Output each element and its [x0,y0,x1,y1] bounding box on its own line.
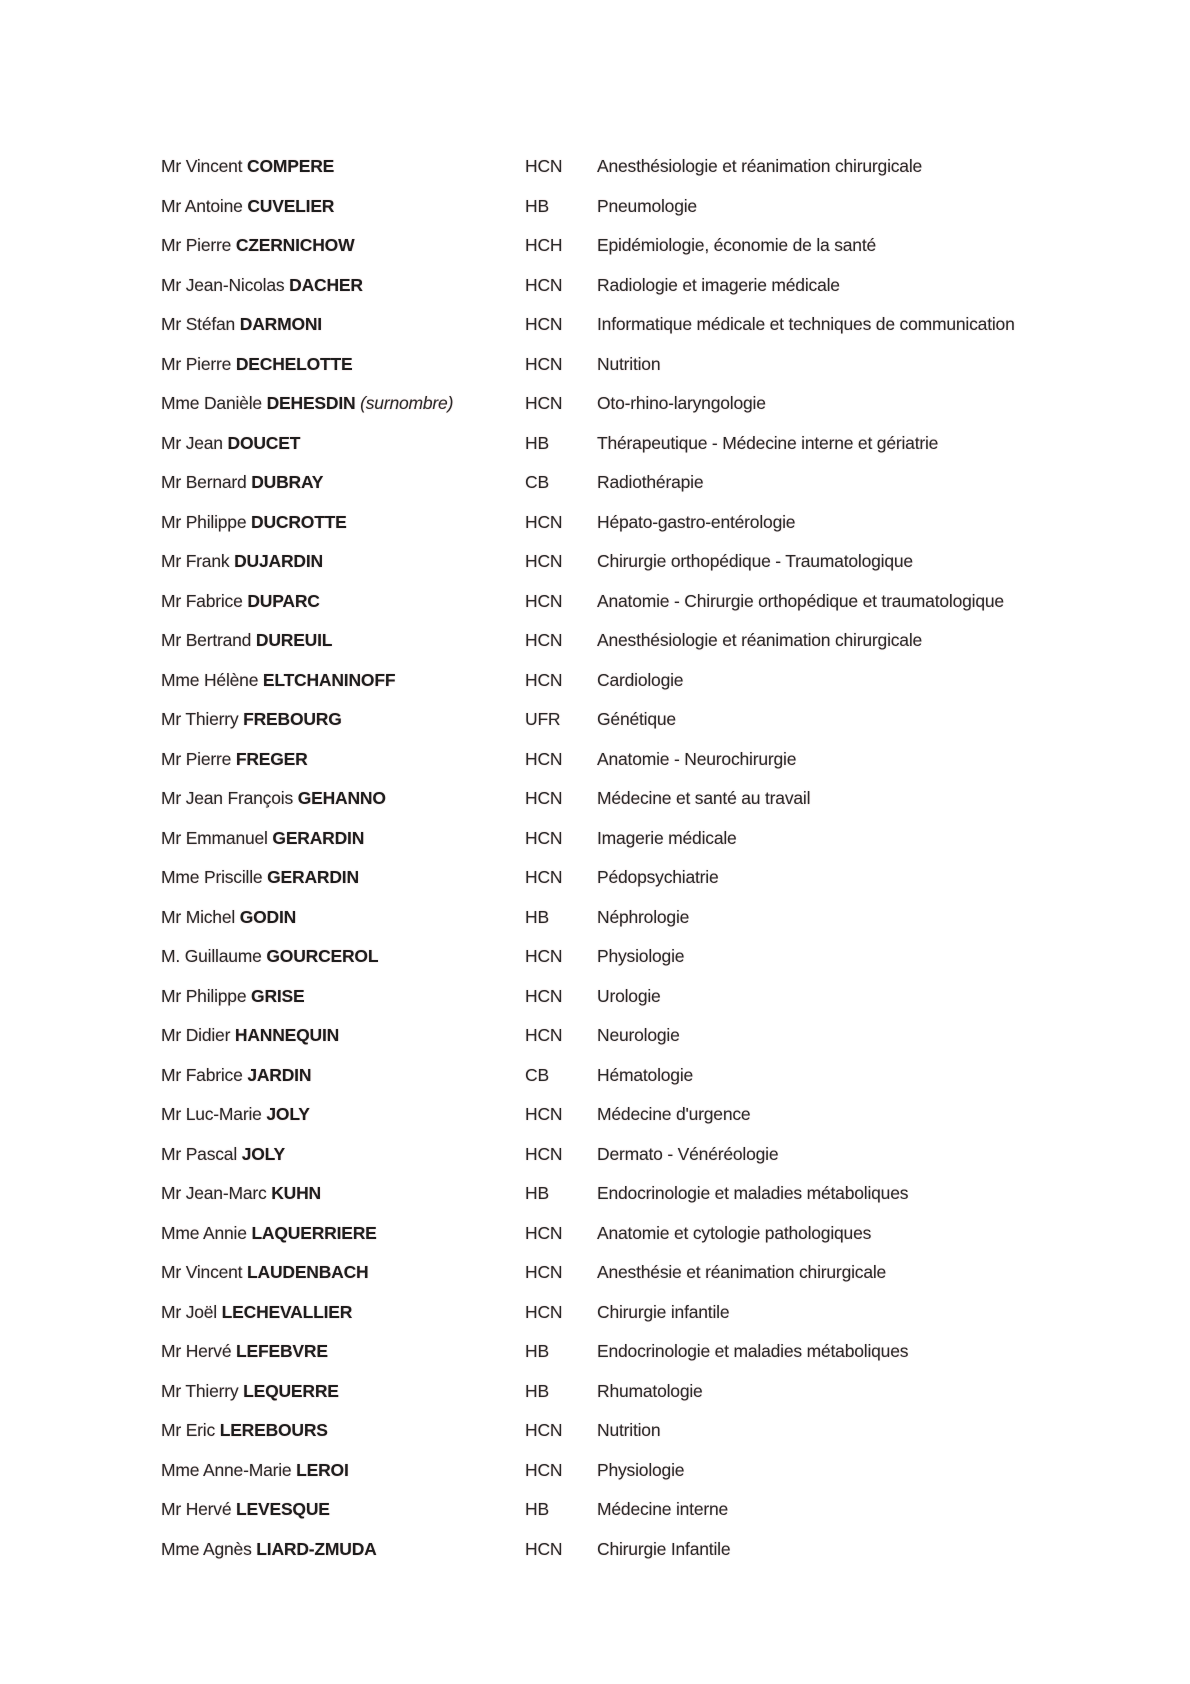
staff-last-name: GERARDIN [267,867,359,887]
staff-specialty: Hématologie [597,1064,694,1085]
staff-last-name: LAQUERRIERE [251,1222,377,1243]
staff-title: Mr [161,1301,182,1322]
staff-row [161,1182,1061,1222]
staff-last-name: LAUDENBACH [247,1262,369,1282]
staff-specialty: Hépato-gastro-entérologie [597,511,796,532]
staff-first-name: Pascal [185,1143,238,1164]
staff-row [161,155,1061,195]
staff-row [161,1340,1061,1380]
staff-first-name: Thierry [185,1380,239,1401]
staff-name [161,1143,521,1165]
staff-first-name: Jean [185,432,223,453]
staff-title: Mme [161,1538,200,1559]
staff-specialty: Pédopsychiatrie [597,867,719,887]
staff-code: HCN [525,353,563,374]
staff-last-name: DECHELOTTE [235,353,353,374]
staff-title: Mr [161,630,182,650]
staff-first-name: Michel [185,906,236,927]
staff-code: HB [525,432,549,453]
staff-row [161,432,1061,472]
staff-code: HCN [525,1459,563,1480]
staff-code: HB [525,1341,549,1361]
staff-row [161,1498,1061,1538]
staff-specialty: Physiologie [597,1459,685,1480]
staff-first-name: Anne-Marie [203,1459,292,1480]
staff-name [161,1419,521,1441]
staff-last-name: FREGER [235,748,308,769]
staff-row [161,234,1061,274]
staff-row [161,985,1061,1025]
staff-first-name: Priscille [203,867,263,887]
staff-title: Mme [161,393,200,413]
staff-code: HCH [525,235,563,255]
staff-last-name: DOUCET [227,432,301,453]
staff-row [161,1459,1061,1499]
staff-name [161,1222,521,1244]
staff-name [161,787,521,809]
staff-specialty: Anesthésie et réanimation chirurgicale [597,1262,887,1282]
staff-code: HB [525,1183,549,1203]
staff-title: Mr [161,1064,182,1085]
staff-specialty: Endocrinologie et maladies métaboliques [597,1183,909,1203]
staff-specialty: Pneumologie [597,195,697,216]
staff-last-name: CZERNICHOW [235,235,355,255]
staff-code: HCN [525,1025,563,1045]
staff-code: HB [525,195,549,216]
staff-title: Mr [161,551,182,571]
staff-code: HCN [525,788,563,808]
staff-title: Mr [161,1341,182,1361]
staff-code: HCN [525,551,563,571]
staff-name [161,590,521,612]
staff-first-name: Pierre [185,235,232,255]
staff-first-name: Pierre [185,353,232,374]
staff-title: Mr [161,1420,182,1440]
staff-row [161,1380,1061,1420]
staff-first-name: Pierre [185,748,232,769]
staff-last-name: CUVELIER [247,195,335,216]
staff-code: HCN [525,1301,563,1322]
staff-last-name: GERARDIN [272,827,365,848]
staff-title: Mr [161,235,182,255]
staff-last-name: ELTCHANINOFF [262,669,396,690]
staff-specialty: Médecine interne [597,1499,729,1519]
staff-title: Mr [161,1262,182,1282]
staff-code: HCN [525,630,563,650]
staff-name [161,195,521,217]
staff-code: HCN [525,669,563,690]
staff-first-name: Bertrand [185,630,252,650]
staff-first-name: Vincent [185,1262,243,1282]
staff-specialty: Radiologie et imagerie médicale [597,274,840,295]
staff-first-name: Philippe [185,985,247,1006]
staff-code: HCN [525,314,563,334]
staff-name [161,708,521,730]
staff-name [161,313,521,335]
staff-specialty: Imagerie médicale [597,827,737,848]
staff-name [161,1064,521,1086]
staff-first-name: Fabrice [185,590,243,611]
staff-first-name: Emmanuel [185,827,268,848]
staff-title: Mr [161,274,182,295]
staff-last-name: LEROI [296,1459,349,1480]
staff-title: Mr [161,156,182,176]
staff-specialty: Physiologie [597,946,685,966]
staff-row [161,1538,1061,1578]
staff-last-name: GEHANNO [297,788,386,808]
staff-code: HCN [525,867,563,887]
staff-row [161,1103,1061,1143]
staff-row [161,274,1061,314]
staff-last-name: LEREBOURS [219,1420,328,1440]
staff-title: Mme [161,669,200,690]
staff-last-name: LECHEVALLIER [221,1301,353,1322]
staff-specialty: Cardiologie [597,669,684,690]
staff-row [161,708,1061,748]
staff-name [161,155,521,177]
staff-row [161,748,1061,788]
staff-name [161,1498,521,1520]
staff-code: HCN [525,274,563,295]
staff-specialty: Génétique [597,709,676,729]
staff-code: HCN [525,1104,563,1124]
staff-code: HCN [525,748,563,769]
staff-first-name: Annie [203,1222,247,1243]
staff-row [161,590,1061,630]
staff-specialty: Chirurgie infantile [597,1301,730,1322]
staff-row [161,1261,1061,1301]
staff-first-name: Eric [185,1420,216,1440]
staff-name [161,1538,521,1560]
staff-specialty: Nutrition [597,1420,661,1440]
staff-name [161,669,521,691]
staff-last-name: LEFEBVRE [236,1341,328,1361]
staff-row [161,1064,1061,1104]
staff-last-name: GRISE [251,985,305,1006]
staff-row [161,353,1061,393]
staff-name [161,629,521,651]
staff-code: HCN [525,511,563,532]
staff-title: Mr [161,748,182,769]
staff-row [161,1024,1061,1064]
staff-row [161,1419,1061,1459]
staff-specialty: Anatomie - Chirurgie orthopédique et traumatologique [597,590,1004,611]
staff-last-name: JARDIN [247,1064,312,1085]
staff-title: Mr [161,1380,182,1401]
staff-specialty: Chirurgie Infantile [597,1538,731,1559]
staff-name [161,1459,521,1481]
staff-title: Mme [161,1459,200,1480]
staff-first-name: Joël [185,1301,217,1322]
staff-last-name: HANNEQUIN [234,1025,340,1045]
staff-first-name: Stéfan [185,314,236,334]
staff-title: Mr [161,709,182,729]
staff-name [161,1301,521,1323]
staff-name [161,432,521,454]
staff-first-name: Didier [185,1025,231,1045]
staff-code: HCN [525,590,563,611]
staff-name [161,985,521,1007]
staff-code: HB [525,906,549,927]
staff-name [161,392,521,414]
staff-first-name: Luc-Marie [185,1104,262,1124]
staff-code: CB [525,472,549,492]
staff-title: Mr [161,511,182,532]
staff-name [161,1024,521,1046]
staff-code: HCN [525,156,563,176]
staff-first-name: Fabrice [185,1064,243,1085]
staff-first-name: Thierry [185,709,239,729]
staff-last-name: KUHN [271,1183,321,1203]
staff-name [161,274,521,296]
staff-last-name: GODIN [239,906,297,927]
staff-code: HCN [525,827,563,848]
staff-specialty: Anatomie - Neurochirurgie [597,748,797,769]
staff-row [161,313,1061,353]
staff-row [161,471,1061,511]
staff-code: HCN [525,946,563,966]
staff-specialty: Oto-rhino-laryngologie [597,393,766,413]
staff-first-name: Danièle [203,393,262,413]
staff-specialty: Anesthésiologie et réanimation chirurgicale [597,156,923,176]
staff-code: HCN [525,1143,563,1164]
staff-first-name: Frank [185,551,230,571]
staff-code: HCN [525,1262,563,1282]
staff-first-name: Hélène [203,669,259,690]
staff-title: Mr [161,827,182,848]
staff-name [161,511,521,533]
staff-code: HCN [525,1420,563,1440]
staff-specialty: Néphrologie [597,906,690,927]
staff-code: HCN [525,1538,563,1559]
staff-row [161,392,1061,432]
staff-last-name: LEQUERRE [243,1380,339,1401]
staff-last-name: JOLY [266,1104,310,1124]
staff-specialty: Anesthésiologie et réanimation chirurgicale [597,630,923,650]
staff-title: Mr [161,1143,182,1164]
staff-name [161,1261,521,1283]
staff-row [161,195,1061,235]
staff-code: HCN [525,393,563,413]
staff-last-name: COMPERE [247,156,335,176]
staff-first-name: Agnès [203,1538,252,1559]
staff-row [161,511,1061,551]
staff-first-name: Hervé [185,1341,232,1361]
staff-row [161,1222,1061,1262]
staff-row [161,550,1061,590]
staff-specialty: Endocrinologie et maladies métaboliques [597,1341,909,1361]
staff-title: Mr [161,195,182,216]
staff-last-name: JOLY [241,1143,285,1164]
staff-note: (surnombre) [360,393,454,413]
staff-row [161,827,1061,867]
staff-row [161,669,1061,709]
staff-last-name: DEHESDIN [266,393,356,413]
staff-code: HB [525,1380,549,1401]
staff-last-name: DUBRAY [251,472,324,492]
staff-name [161,866,521,888]
staff-code: UFR [525,709,561,729]
staff-name [161,353,521,375]
staff-title: Mr [161,985,182,1006]
staff-code: HCN [525,1222,563,1243]
staff-title: Mme [161,867,200,887]
staff-title: Mr [161,432,182,453]
staff-title: Mr [161,590,182,611]
staff-name [161,748,521,770]
staff-row [161,1301,1061,1341]
staff-row [161,906,1061,946]
staff-last-name: DUJARDIN [234,551,323,571]
staff-title: Mr [161,1183,182,1203]
staff-specialty: Rhumatologie [597,1380,703,1401]
staff-first-name: Bernard [185,472,247,492]
staff-last-name: DUREUIL [255,630,333,650]
staff-first-name: Jean-Nicolas [185,274,285,295]
staff-last-name: LIARD-ZMUDA [256,1538,377,1559]
staff-name [161,1182,521,1204]
staff-last-name: FREBOURG [243,709,342,729]
staff-name [161,906,521,928]
staff-specialty: Médecine d'urgence [597,1104,751,1124]
staff-specialty: Anatomie et cytologie pathologiques [597,1222,872,1243]
staff-name [161,1380,521,1402]
staff-specialty: Nutrition [597,353,661,374]
staff-name [161,945,521,967]
staff-row [161,866,1061,906]
staff-last-name: DARMONI [239,314,322,334]
staff-specialty: Dermato - Vénéréologie [597,1143,779,1164]
staff-row [161,945,1061,985]
staff-name [161,550,521,572]
staff-row [161,787,1061,827]
staff-title: Mr [161,1025,182,1045]
staff-specialty: Radiothérapie [597,472,704,492]
staff-specialty: Epidémiologie, économie de la santé [597,235,877,255]
staff-first-name: Jean François [185,788,294,808]
staff-name [161,1340,521,1362]
staff-first-name: Jean-Marc [185,1183,267,1203]
staff-name [161,1103,521,1125]
staff-title: Mme [161,1222,200,1243]
staff-code: CB [525,1064,549,1085]
staff-title: M. [161,946,181,966]
staff-last-name: DUPARC [247,590,320,611]
staff-last-name: LEVESQUE [236,1499,330,1519]
staff-row [161,1143,1061,1183]
staff-specialty: Thérapeutique - Médecine interne et gériatrie [597,432,939,453]
staff-row [161,629,1061,669]
staff-last-name: GOURCEROL [266,946,379,966]
staff-specialty: Médecine et santé au travail [597,788,811,808]
staff-code: HB [525,1499,549,1519]
staff-name [161,471,521,493]
staff-title: Mr [161,472,182,492]
staff-first-name: Hervé [185,1499,232,1519]
staff-first-name: Vincent [185,156,243,176]
staff-specialty: Informatique médicale et techniques de communication [597,314,1015,334]
staff-title: Mr [161,788,182,808]
staff-last-name: DUCROTTE [251,511,347,532]
staff-specialty: Neurologie [597,1025,680,1045]
staff-first-name: Antoine [184,195,243,216]
staff-specialty: Urologie [597,985,661,1006]
staff-title: Mr [161,353,182,374]
staff-list [161,155,1061,1577]
staff-title: Mr [161,314,182,334]
staff-title: Mr [161,1104,182,1124]
staff-name [161,234,521,256]
staff-title: Mr [161,906,182,927]
staff-title: Mr [161,1499,182,1519]
staff-first-name: Philippe [185,511,247,532]
staff-specialty: Chirurgie orthopédique - Traumatologique [597,551,913,571]
staff-last-name: DACHER [289,274,363,295]
staff-code: HCN [525,985,563,1006]
staff-name [161,827,521,849]
staff-first-name: Guillaume [184,946,262,966]
